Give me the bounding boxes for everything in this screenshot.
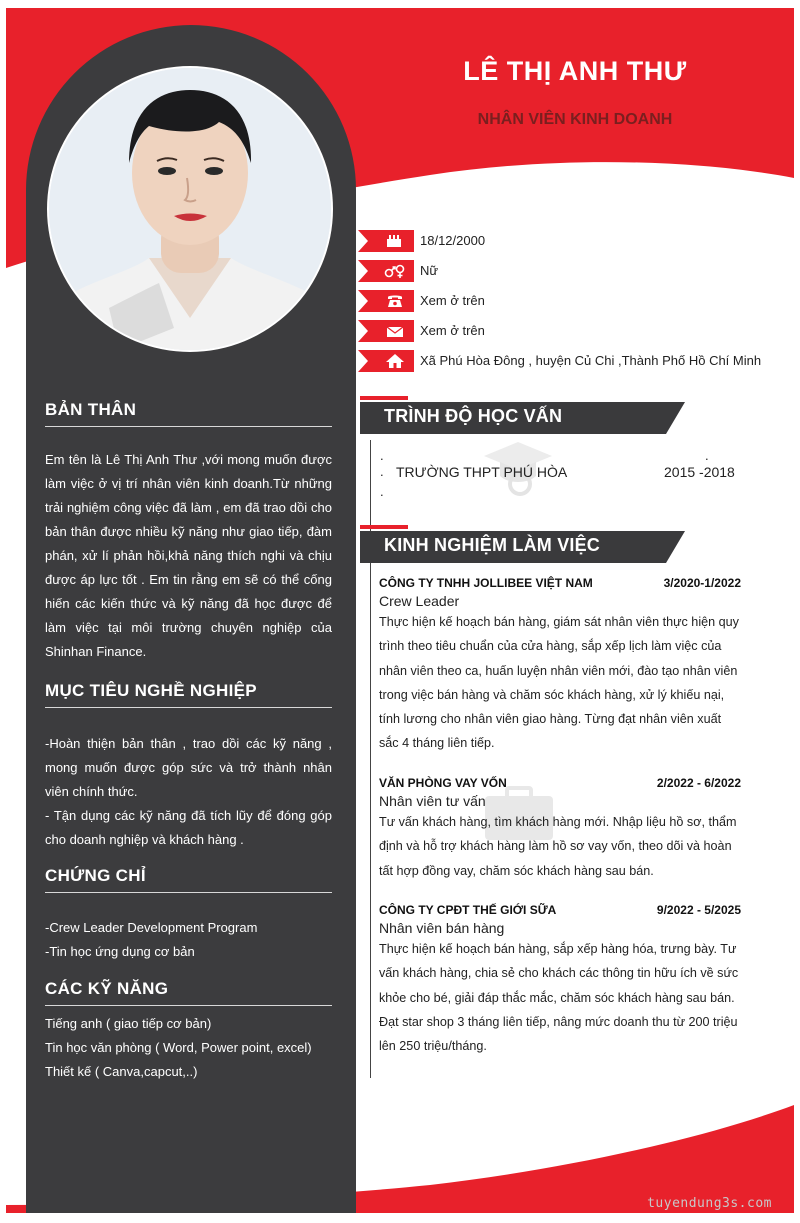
avatar: [49, 68, 331, 350]
skill-item: Thiết kế ( Canva,capcut,..): [45, 1064, 198, 1079]
education-dot: .: [380, 448, 384, 463]
certificates-heading: CHỨNG CHỈ: [45, 866, 332, 893]
home-icon: [358, 350, 414, 372]
contact-phone-value: Xem ở trên: [420, 293, 485, 308]
education-dot: .: [380, 464, 384, 479]
job-entry: [379, 901, 741, 1058]
job-role: Nhân viên tư vấn: [379, 793, 486, 809]
job-entry: [379, 774, 741, 883]
job-company: CÔNG TY CPĐT THẾ GIỚI SỮA: [379, 903, 557, 917]
objective-text-2: - Tận dụng các kỹ năng đã tích lũy để đóng góp cho doanh nghiệp và khách hàng .: [45, 808, 332, 847]
about-section: [45, 400, 332, 664]
about-heading: BẢN THÂN: [45, 400, 332, 427]
skill-item: Tiếng anh ( giao tiếp cơ bản): [45, 1016, 212, 1031]
contact-gender-value: Nữ: [420, 263, 439, 278]
avatar-portrait: [49, 68, 331, 350]
skills-heading: CÁC KỸ NĂNG: [45, 979, 332, 1006]
certificate-item: -Crew Leader Development Program: [45, 920, 258, 935]
contact-email-value: Xem ở trên: [420, 323, 485, 338]
candidate-name: LÊ THỊ ANH THƯ: [463, 56, 687, 86]
objective-text-1: -Hoàn thiện bản thân , trao dồi các kỹ năng , mong muốn được góp sức và trở thành nhân viên chính thức.: [45, 736, 332, 799]
education-dot: .: [380, 484, 384, 499]
watermark: tuyendung3s.com: [647, 1196, 772, 1211]
cake-icon: [358, 230, 414, 252]
contact-address: [358, 350, 788, 372]
certificates-section: [45, 866, 332, 964]
envelope-icon: [358, 320, 414, 342]
education-school: TRƯỜNG THPT PHÚ HÒA: [396, 464, 568, 480]
job-role: Crew Leader: [379, 593, 460, 609]
job-description: Tư vấn khách hàng, tìm khách hàng mới. Nhập liệu hồ sơ, thẩm định và hỗ trợ khách hàng làm hồ sơ vay vốn, theo dõi và hoàn tất hợp đồng vay, chăm sóc khách hàng sau bán.: [379, 815, 737, 878]
objective-section: [45, 681, 332, 852]
job-company: CÔNG TY TNHH JOLLIBEE VIỆT NAM: [379, 576, 593, 590]
education-heading: TRÌNH ĐỘ HỌC VẤN: [384, 406, 563, 426]
about-text: Em tên là Lê Thị Anh Thư ,với mong muốn được làm việc ở vị trí nhân viên kinh doanh.Từ những trải nghiệm công việc đã làm , em đã trao dồi cho bản thân được nhiều kỹ năng như giao tiếp, đàm phán, xử lí phản hồi,khả năng thích nghi và chịu được áp lực tốt . Em tin rằng em sẽ có thể cống hiến các kiến thức và kỹ năng đã học được để làm việc tại môi trường chuyên nghiệp của Shinhan Finance.: [45, 452, 332, 659]
contact-phone: [358, 290, 788, 312]
contact-gender: [358, 260, 788, 282]
certificate-item: -Tin học ứng dụng cơ bản: [45, 944, 195, 959]
skills-section: [45, 979, 332, 1084]
job-role: Nhân viên bán hàng: [379, 920, 505, 936]
contact-birthday: [358, 230, 788, 252]
education-header: [360, 396, 690, 438]
gender-icon: [358, 260, 414, 282]
objective-heading: MỤC TIÊU NGHỀ NGHIỆP: [45, 681, 332, 708]
job-period: 3/2020-1/2022: [663, 576, 741, 590]
candidate-title: NHÂN VIÊN KINH DOANH: [477, 111, 673, 128]
contact-address-value: Xã Phú Hòa Đông , huyện Củ Chi ,Thành Phố Hồ Chí Minh: [420, 353, 762, 368]
experience-header: [360, 525, 690, 567]
phone-icon: [358, 290, 414, 312]
education-period: 2015 -2018: [664, 464, 735, 480]
job-description: Thực hiện kế hoạch bán hàng, sắp xếp hàng hóa, trưng bày. Tư vấn khách hàng, chia sẻ cho khách các thông tin hữu ích về sức khỏe cho bé, giải đáp thắc mắc, chăm sóc khách hàng sau bán. Đạt star shop 3 tháng liên tiếp, nâng mức doanh thu từ 200 triệu lên 250 triệu/tháng.: [379, 942, 739, 1054]
job-period: 9/2022 - 5/2025: [656, 903, 741, 917]
experience-heading: KINH NGHIỆM LÀM VIỆC: [384, 535, 601, 555]
job-description: Thực hiện kế hoạch bán hàng, giám sát nhân viên thực hiện quy trình theo tiêu chuẩn của cửa hàng, sắp xếp lịch làm việc của nhân viên theo ca, huấn luyện nhân viên mới, đào tạo nhân viên trong việc bán hàng và chăm sóc khách hàng, xử lý khiếu nại, tính lương cho nhân viên giao hàng. Từng đạt nhân viên xuất sắc 4 tháng liên tiếp.: [379, 615, 739, 751]
job-period: 2/2022 - 6/2022: [656, 776, 741, 790]
contact-email: [358, 320, 788, 342]
job-entry: [379, 574, 741, 756]
skill-item: Tin học văn phòng ( Word, Power point, excel): [45, 1040, 312, 1055]
education-dot: .: [705, 448, 709, 463]
job-company: VĂN PHÒNG VAY VỐN: [379, 776, 507, 790]
contact-birthday-value: 18/12/2000: [420, 233, 486, 248]
